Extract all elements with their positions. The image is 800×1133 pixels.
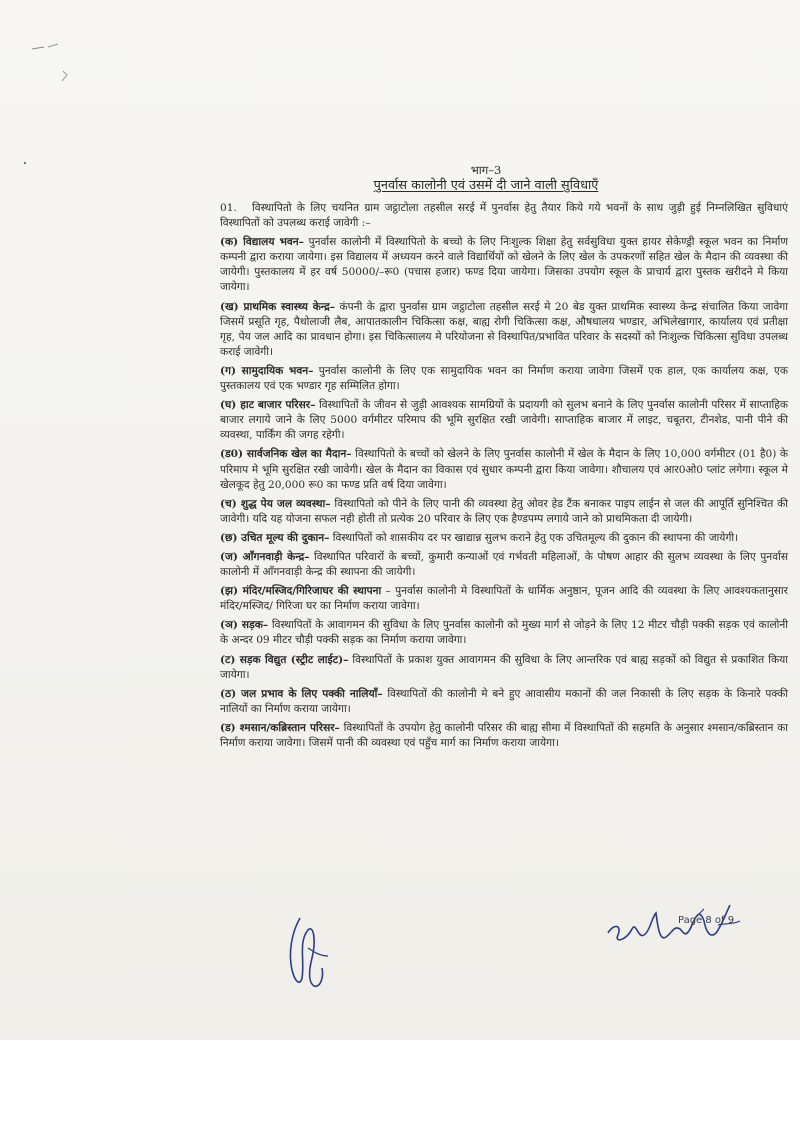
handwritten-initials: [278, 912, 338, 992]
facility-text: विस्थापितों की कालोनी मे बने हुए आवासीय मकानों की जल निकासी के लिए सड़क के किनारे पक्की नालियों का निर्माण कराया जायेगा।: [220, 687, 788, 715]
facility-text: विस्थापित परिवारों के बच्चों, कुमारी कन्याओं एवं गर्भवती महिलाओं, के पोषण आहार की सुलभ व्यवस्था के लिए पुनर्वास कालोनी में आँगनवाड़ी केन्द्र की स्थापना की जायेगी।: [220, 550, 788, 579]
facility-item-street-light: [220, 653, 788, 683]
document-body: [220, 163, 788, 751]
facility-label: (च) शुद्ध पेय जल व्यवस्था–: [220, 497, 331, 510]
facility-text: विस्थापितों के आवागमन की सुविधा के लिए पुनर्वास कालोनी को मुख्य मार्ग से जोड़ने के लिए 12 मीटर चौड़ी पक्की सड़क एवं कालोनी के अन्दर 09 मीटर चौड़ी पक्की सड़क का निर्माण कराया जावेगा।: [220, 619, 788, 647]
facility-label: (ड0) सार्वजनिक खेल का मैदान–: [220, 448, 352, 461]
facility-label: (क) विद्यालय भवन–: [220, 236, 304, 249]
intro-text: विस्थापितो के लिए चयनित ग्राम जट्ठाटोला तहसील सरई में पुनर्वास हेतु तैयार किये गये भवनों के साथ जुड़ी हुई निम्नलिखित सुविधाएं विस्थापितों को उपलब्ध कराई जावेगी :–: [220, 202, 788, 230]
facility-item-community-hall: [220, 364, 788, 394]
facility-item-drinking-water: [220, 497, 788, 527]
facility-label: (ग) सामुदायिक भवन–: [220, 364, 314, 377]
facility-label: (छ) उचित मूल्य की दुकान–: [220, 531, 330, 544]
facility-item-anganwadi: [220, 550, 788, 580]
facility-label: (झ) मंदिर/मस्जिद/गिरिजाघर की स्थापना: [220, 585, 382, 598]
document-title: पुनर्वास कालोनी एवं उसमें दी जाने वाली सुविधाएँ: [373, 178, 599, 193]
facility-item-road: [220, 618, 788, 648]
facility-label: (ज) आँगनवाड़ी केन्द्र–: [220, 550, 310, 563]
page-bottom-margin: [0, 1040, 800, 1133]
facility-item-drains: [220, 687, 788, 717]
facility-item-playground: [220, 447, 788, 492]
facility-item-ration-shop: [220, 531, 788, 546]
facility-text: विस्थापितों के उपयोग हेतु कालोनी परिसर की बाह्य सीमा में विस्थापितों की सहमति के अनुसार श्मसान/कब्रिस्तान का निर्माण कराया जावेगा। जिसमें पानी की व्यवस्था एवं पहुँच मार्ग का निर्माण कराया जायेगा।: [220, 721, 788, 749]
facility-label: (ञ) सड़क–: [220, 619, 269, 632]
facility-text: – पुनर्वास कालोनी मे विस्थापितों के धार्मिक अनुष्ठान, पूजन आदि की व्यवस्था के लिए आवश्यकतानुसार मंदिर/मस्जिद/ गिरिजा घर का निर्माण कराया जावेगा।: [220, 585, 788, 613]
facility-label: (ड) श्मसान/कब्रिस्तान परिसर–: [220, 721, 340, 734]
facility-text: विस्थापितों को शासकीय दर पर खाद्यान्न सुलभ कराने हेतु एक उचितमूल्य की दुकान की स्थापना की जायेगी।: [329, 531, 739, 544]
facility-label: (ट) सड़क विद्युत (स्ट्रीट लाईट)–: [220, 653, 349, 666]
facility-item-market: [220, 398, 788, 443]
facility-item-cremation-ground: [220, 721, 788, 751]
facility-text: विस्थापितों के प्रकाश युक्त आवागमन की सुविधा के लिए आन्तरिक एवं बाह्य सड़कों को विद्युत से प्रकाशित किया जायेगा।: [220, 653, 788, 681]
facility-label: (ठ) जल प्रभाव के लिए पक्की नालियाँ–: [220, 687, 383, 700]
facility-text: कंपनी के द्वारा पुनर्वास ग्राम जट्ठाटोला तहसील सरई मे 20 बेड युक्त प्राथमिक स्वास्थ्य केन्द्र संचालित किया जावेगा जिसमें प्रसूति गृह, पैथोलाजी लैब, आपातकालीन चिकित्सा कक्ष, बाह्य रोगी चिकित्सा कक्ष, औषधालय भण्डार, अभिलेखागार, कार्यालय एवं प्रतीक्षा गृह, पेय जल आदि का प्रावधान होगा। इस चिकित्सालय मे परियोजना से विस्थापित/प्रभावित परिवार के सदस्यों को निःशुल्क चिकित्सा सुविधा उपलब्ध कराई जावेगी।: [220, 300, 788, 358]
facility-text: विस्थापितो के बच्चों को खेलने के लिए पुनर्वास कालोनी में खेल के मैदान के लिए 10,000 वर्गमीटर (01 है0) के परिमाप मे भूमि सुरक्षित रखी जावेगी। खेल के मैदान का विकास एवं सुधार कम्पनी द्वारा किया जावेगा। शौचालय एवं आर0ओ0 प्लांट लगेगा। स्कूल मे खेलकूद हेतु 20,000 रू0 का फण्ड प्रति वर्ष दिया जावेगा।: [220, 448, 788, 491]
page-number: Page 8 of 9: [678, 915, 735, 926]
intro-number: 01.: [220, 202, 237, 214]
facility-item-health-centre: [220, 300, 788, 360]
facility-text: विस्थापितो को पीने के लिए पानी की व्यवस्था हेतु ओवर हेड टैंक बनाकर पाइप लाईन से जल की आपूर्ति सुनिश्चित की जावेगी। यदि यह योजना सफल नही होती तो प्रत्येक 20 परिवार के लिए एक हैण्डपम्प लगाये जाने को प्राथमिकता दी जायेगी।: [220, 497, 788, 525]
intro-paragraph: [220, 201, 788, 231]
facility-label: (घ) हाट बाजार परिसर–: [220, 399, 316, 412]
facility-item-worship: [220, 584, 788, 614]
facility-text: पुनर्वास कालोनी में विस्थापितो के बच्चो के लिए निःशुल्क शिक्षा हेतु सर्वसुविधा युक्त हायर सेकेण्ड्री स्कूल भवन का निर्माण कम्पनी द्वारा कराया जायेगा। इस विद्यालय में अध्ययन करने वाले विद्यार्थियों को खेलने के लिए खेल के उपकरणों सहित खेल के मैदान की व्यवस्था की जायेगी। पुस्तकालय में हर वर्ष 50000/–रू0 (पचास हजार) फण्ड दिया जायेगा। जिसका उपयोग स्कूल के प्राचार्य द्वारा पुस्तक खरीदने मे किया जायेगा।: [220, 236, 789, 294]
facility-text: पुनर्वास कालोनी के लिए एक सामुदायिक भवन का निर्माण कराया जावेगा जिसमें एक हाल, एक कार्यालय कक्ष, एक पुस्तकालय एवं एक भण्डार गृह सम्मिलित होगा।: [220, 364, 788, 393]
facility-item-school: [220, 235, 788, 295]
part-heading: भाग–3: [470, 163, 502, 177]
facility-label: (ख) प्राथमिक स्वास्थ्य केन्द्र–: [220, 300, 336, 313]
facility-text: विस्थापितों के जीवन से जुड़ी आवश्यक सामग्रियों के प्रदायगी को सुलभ बनाने के लिए पुनर्वास कालोनी परिसर में साप्ताहिक बाजार लगाये जाने के लिए 5000 वर्गमीटर परिमाप की भूमि सुरक्षित रखी जावेगी। साप्ताहिक बाजार में लाइट, चबूतरा, टीनशेड, पानी पीने की व्यवस्था, पार्किंग की जगह रहेगी।: [220, 399, 788, 442]
scan-specks: [18, 35, 78, 185]
